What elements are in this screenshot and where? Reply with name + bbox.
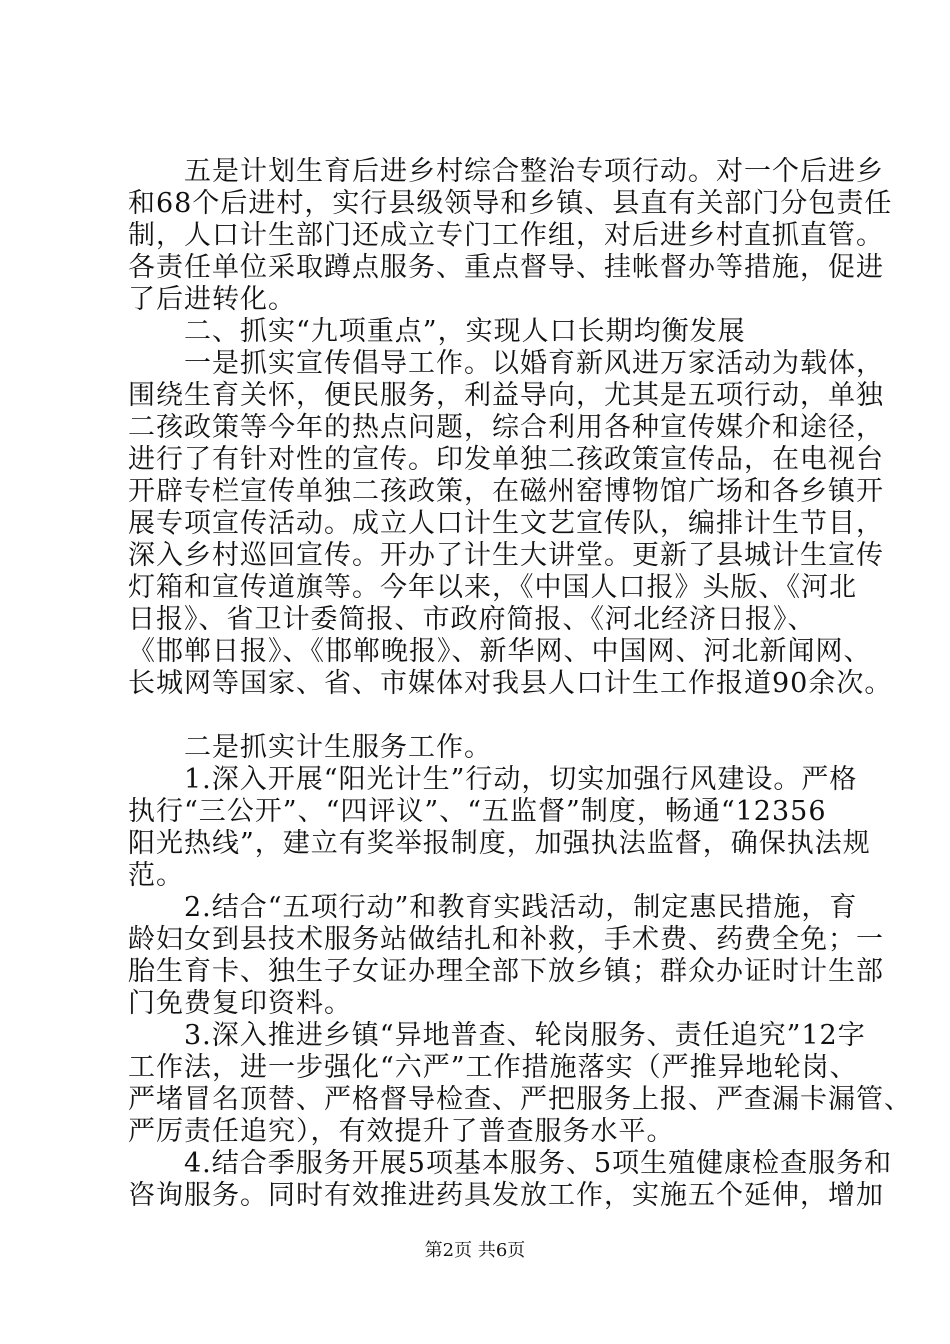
text-line: 阳光热线”，建立有奖举报制度，加强执法监督，确保执法规	[128, 828, 871, 859]
text-line: 五是计划生育后进乡村综合整治专项行动。对一个后进乡	[128, 156, 884, 187]
text-line: 严厉责任追究），有效提升了普查服务水平。	[128, 1116, 675, 1147]
text-line: 各责任单位采取蹲点服务、重点督导、挂帐督办等措施，促进	[128, 252, 884, 283]
blank-line	[128, 700, 848, 732]
text-line: 灯箱和宣传道旗等。今年以来，《中国人口报》头版、《河北	[128, 572, 857, 603]
text-line: 深入乡村巡回宣传。开办了计生大讲堂。更新了县城计生宣传	[128, 540, 884, 571]
text-line: 工作法，进一步强化“六严”工作措施落实（严推异地轮岗、	[128, 1052, 858, 1083]
text-line: 1.深入开展“阳光计生”行动，切实加强行风建设。严格	[128, 764, 858, 795]
text-line: 4.结合季服务开展5项基本服务、5项生殖健康检查服务和	[128, 1148, 893, 1179]
text-line: 咨询服务。同时有效推进药具发放工作，实施五个延伸，增加	[128, 1180, 884, 1211]
text-line: 围绕生育关怀，便民服务，利益导向，尤其是五项行动，单独	[128, 380, 884, 411]
text-line: 《邯郸日报》、《邯郸晚报》、新华网、中国网、河北新闻网、	[128, 636, 872, 667]
body-text	[128, 156, 912, 1212]
text-line: 二孩政策等今年的热点问题，综合利用各种宣传媒介和途径，	[128, 412, 884, 443]
text-line: 日报》、省卫计委简报、市政府简报、《河北经济日报》、	[128, 604, 816, 635]
text-line: 和68个后进村，实行县级领导和乡镇、县直有关部门分包责任	[128, 188, 893, 219]
text-line: 门免费复印资料。	[128, 988, 352, 1019]
text-line: 开辟专栏宣传单独二孩政策，在磁州窑博物馆广场和各乡镇开	[128, 476, 884, 507]
text-line: 进行了有针对性的宣传。印发单独二孩政策宣传品，在电视台	[128, 444, 884, 475]
text-line: 2.结合“五项行动”和教育实践活动，制定惠民措施，育	[128, 892, 858, 923]
text-line: 3.深入推进乡镇“异地普查、轮岗服务、责任追究”12字	[128, 1020, 866, 1051]
text-line: 制，人口计生部门还成立专门工作组，对后进乡村直抓直管。	[128, 220, 884, 251]
text-line: 执行“三公开”、“四评议”、“五监督”制度，畅通“12356	[128, 796, 827, 827]
page-number-footer: 第2页 共6页	[424, 1240, 526, 1261]
text-line: 了后进转化。	[128, 284, 296, 315]
text-line: 长城网等国家、省、市媒体对我县人口计生工作报道90余次。	[128, 668, 893, 699]
section-heading: 二、抓实“九项重点”，实现人口长期均衡发展	[128, 316, 746, 347]
text-line: 严堵冒名顶替、严格督导检查、严把服务上报、严查漏卡漏管、	[128, 1084, 912, 1115]
text-line: 胎生育卡、独生子女证办理全部下放乡镇；群众办证时计生部	[128, 956, 884, 987]
text-line: 一是抓实宣传倡导工作。以婚育新风进万家活动为载体，	[128, 348, 884, 379]
text-line: 展专项宣传活动。成立人口计生文艺宣传队，编排计生节目，	[128, 508, 884, 539]
text-line: 范。	[128, 860, 184, 891]
text-line: 二是抓实计生服务工作。	[128, 732, 492, 763]
text-line: 龄妇女到县技术服务站做结扎和补救，手术费、药费全免；一	[128, 924, 884, 955]
